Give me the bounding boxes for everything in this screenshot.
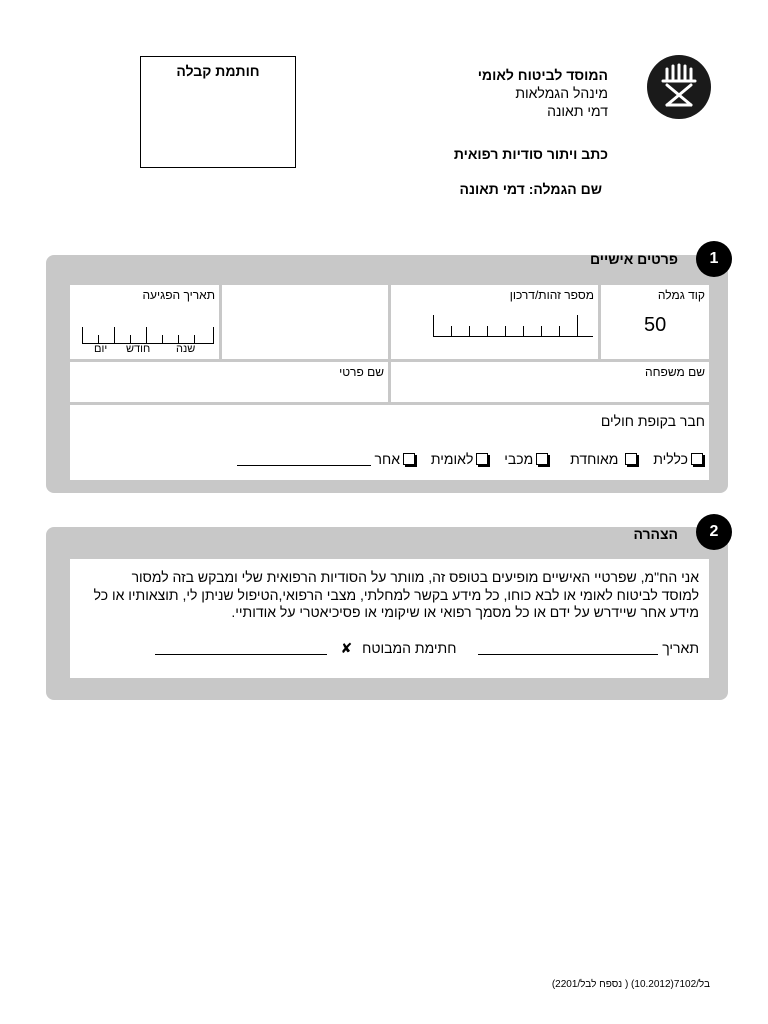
hmo-option-maccabi[interactable]: מכבי: [504, 451, 548, 467]
section-number-badge: 1: [696, 241, 732, 277]
hmo-option-clalit[interactable]: כללית: [653, 451, 703, 467]
injury-date-label: תאריך הפגיעה: [142, 288, 215, 302]
last-name-label: שם משפחה: [645, 365, 705, 379]
benefit-code-label: קוד גמלה: [657, 288, 705, 302]
hmo-option-meuhedet[interactable]: מאוחדת: [570, 451, 637, 467]
month-label: חודש: [126, 343, 151, 355]
hmo-membership-cell: [70, 405, 709, 480]
date-digit-boxes[interactable]: [82, 327, 214, 344]
id-number-field[interactable]: [391, 285, 598, 359]
hmo-option-other[interactable]: אחר: [237, 451, 415, 467]
receipt-stamp-label: חותמת קבלה: [176, 63, 260, 79]
checkbox-clalit[interactable]: [691, 453, 703, 465]
signature-label: חתימת המבוטח: [362, 640, 457, 656]
other-hmo-line[interactable]: [237, 465, 371, 466]
last-name-field[interactable]: [391, 362, 709, 402]
benefit-code-cell: [601, 285, 709, 359]
date-label: תאריך: [662, 640, 699, 656]
day-label: יום: [94, 343, 108, 355]
injury-date-field[interactable]: [70, 285, 219, 359]
date-line[interactable]: [478, 654, 658, 655]
benefit-name-line: שם הגמלה: דמי תאונה: [459, 181, 602, 197]
first-name-label: שם פרטי: [339, 365, 384, 379]
signature-x-mark: ✘: [340, 640, 353, 656]
declaration-box: [70, 559, 709, 678]
form-code: בל/7102(10.2012) ( נספח לבל/2201): [551, 979, 710, 990]
signature-line[interactable]: [155, 654, 327, 655]
year-label: שנה: [176, 343, 196, 355]
hmo-options: [225, 451, 703, 467]
declaration-text: אני הח"מ, שפרטיי האישיים מופיעים בטופס זה, מוותר על הסודיות הרפואית שלי ומבקש בזה למסור למוסד לביטוח לאומי או לבא כוחו, כל מידע בקשר למחלתי, מצבי הרפואי,הטיפול שניתן לי, תוצאותיו או כל מידע אחר שיידרש על ידם או כל מסמך רפואי או שיקומי או פסיכיאטרי על אודותיי.: [93, 569, 699, 620]
checkbox-maccabi[interactable]: [536, 453, 548, 465]
organization-block: [478, 66, 608, 120]
form-title: כתב ויתור סודיות רפואית: [453, 146, 608, 162]
hmo-label: חבר בקופת חולים: [600, 413, 705, 429]
receipt-stamp-box: [140, 56, 296, 168]
id-digit-boxes[interactable]: [433, 315, 593, 337]
checkbox-leumit[interactable]: [476, 453, 488, 465]
organization-department: מינהל הגמלאות: [515, 85, 608, 101]
first-name-field[interactable]: [70, 362, 388, 402]
national-insurance-logo: [647, 55, 711, 119]
benefit-code-value: 50: [644, 314, 667, 336]
hmo-option-leumit[interactable]: לאומית: [431, 451, 489, 467]
signature-row: [155, 640, 699, 657]
organization-name: המוסד לביטוח לאומי: [477, 67, 608, 83]
checkbox-meuhedet[interactable]: [625, 453, 637, 465]
section-title: הצהרה: [633, 526, 678, 542]
organization-unit: דמי תאונה: [547, 103, 608, 119]
section-number-badge: 2: [696, 514, 732, 550]
section-title: פרטים אישיים: [589, 251, 678, 267]
id-number-label: מספר זהות/דרכון: [509, 288, 594, 302]
blank-field[interactable]: [222, 285, 388, 359]
checkbox-other[interactable]: [403, 453, 415, 465]
